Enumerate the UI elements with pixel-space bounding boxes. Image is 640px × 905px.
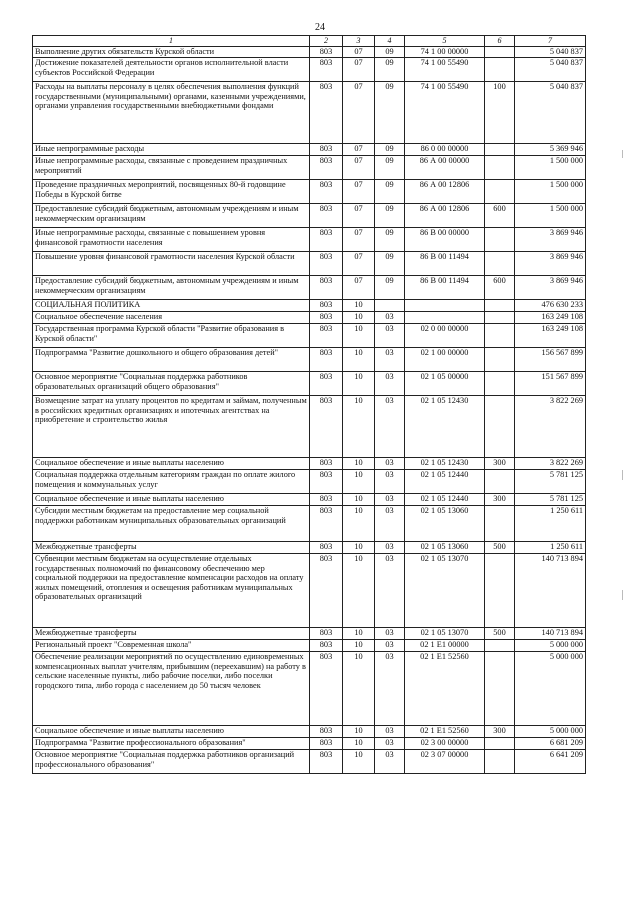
table-cell-c2: 803 <box>310 726 343 738</box>
table-row <box>33 204 586 228</box>
table-cell-c5: 02 1 Е1 52560 <box>405 726 485 738</box>
table-cell-c6: 300 <box>485 726 515 738</box>
table-cell-c5: 02 1 05 12430 <box>405 458 485 470</box>
table-row <box>33 652 586 726</box>
table-cell-c5 <box>405 312 485 324</box>
table-cell-c2: 803 <box>310 180 343 204</box>
table-cell-c4: 03 <box>375 312 405 324</box>
scan-mark <box>622 150 623 158</box>
table-cell-c4: 03 <box>375 628 405 640</box>
table-cell-c6 <box>485 312 515 324</box>
table-cell-c3: 10 <box>343 372 375 396</box>
table-cell-c3: 07 <box>343 204 375 228</box>
table-cell-c1: Иные непрограммные расходы <box>33 144 310 156</box>
table-cell-c6 <box>485 470 515 494</box>
table-cell-c6 <box>485 396 515 458</box>
table-cell-c7: 156 567 899 <box>515 348 586 372</box>
table-cell-c2: 803 <box>310 144 343 156</box>
table-cell-c3: 07 <box>343 228 375 252</box>
table-cell-c3: 07 <box>343 180 375 204</box>
table-cell-c7: 3 869 946 <box>515 228 586 252</box>
table-cell-c7: 3 869 946 <box>515 252 586 276</box>
table-cell-c2: 803 <box>310 494 343 506</box>
table-cell-c3: 07 <box>343 156 375 180</box>
header-cell: 2 <box>310 36 343 47</box>
table-cell-c1: Выполнение других обязательств Курской области <box>33 47 310 58</box>
table-row <box>33 276 586 300</box>
table-cell-c5: 86 А 00 12806 <box>405 204 485 228</box>
table-cell-c6: 600 <box>485 204 515 228</box>
table-row <box>33 324 586 348</box>
table-cell-c5: 02 1 05 13060 <box>405 542 485 554</box>
table-cell-c1: Основное мероприятие "Социальная поддержка работников образовательных организаций общего образования" <box>33 372 310 396</box>
table-cell-c4: 03 <box>375 554 405 628</box>
table-cell-c2: 803 <box>310 82 343 144</box>
table-cell-c6 <box>485 348 515 372</box>
table-cell-c5: 02 1 05 12430 <box>405 396 485 458</box>
table-cell-c7: 476 630 233 <box>515 300 586 312</box>
table-cell-c2: 803 <box>310 324 343 348</box>
table-cell-c3: 10 <box>343 640 375 652</box>
header-cell: 5 <box>405 36 485 47</box>
table-cell-c3: 10 <box>343 628 375 640</box>
table-cell-c7: 5 040 837 <box>515 82 586 144</box>
table-cell-c3: 07 <box>343 252 375 276</box>
table-cell-c1: Субвенции местным бюджетам на осуществление отдельных государственных полномочий по финансовому обеспечению мер социальной поддержки на предоставление компенсации расходов на оплату жилых помещений, отопления и освещения работникам муниципальных образовательных организаций <box>33 554 310 628</box>
table-cell-c1: Достижение показателей деятельности органов исполнительной власти субъектов Российской Федерации <box>33 58 310 82</box>
table-cell-c5: 02 1 05 13070 <box>405 554 485 628</box>
table-cell-c5: 86 В 00 00000 <box>405 228 485 252</box>
table-cell-c2: 803 <box>310 348 343 372</box>
table-cell-c6 <box>485 750 515 774</box>
table-cell-c6 <box>485 652 515 726</box>
table-cell-c4: 03 <box>375 396 405 458</box>
table-cell-c3: 07 <box>343 58 375 82</box>
table-cell-c2: 803 <box>310 312 343 324</box>
table-cell-c3: 10 <box>343 324 375 348</box>
table-cell-c1: Социальное обеспечение населения <box>33 312 310 324</box>
table-cell-c5: 02 1 05 12440 <box>405 470 485 494</box>
table-cell-c1: Государственная программа Курской области "Развитие образования в Курской области" <box>33 324 310 348</box>
table-cell-c7: 163 249 108 <box>515 324 586 348</box>
table-cell-c2: 803 <box>310 628 343 640</box>
table-row <box>33 554 586 628</box>
table-cell-c5: 02 1 05 12440 <box>405 494 485 506</box>
table-cell-c4: 03 <box>375 738 405 750</box>
table-cell-c4: 09 <box>375 156 405 180</box>
table-cell-c7: 3 869 946 <box>515 276 586 300</box>
table-row <box>33 458 586 470</box>
table-cell-c6: 500 <box>485 628 515 640</box>
table-row <box>33 726 586 738</box>
table-cell-c4: 09 <box>375 144 405 156</box>
table-cell-c6: 300 <box>485 494 515 506</box>
table-cell-c2: 803 <box>310 458 343 470</box>
table-cell-c7: 5 040 837 <box>515 47 586 58</box>
table-cell-c6 <box>485 506 515 542</box>
table-cell-c6 <box>485 180 515 204</box>
table-cell-c1: Иные непрограммные расходы, связанные с повышением уровня финансовой грамотности населения <box>33 228 310 252</box>
table-cell-c1: Иные непрограммные расходы, связанные с проведением праздничных мероприятий <box>33 156 310 180</box>
table-cell-c7: 3 822 269 <box>515 396 586 458</box>
table-cell-c1: Социальное обеспечение и иные выплаты населению <box>33 494 310 506</box>
table-cell-c7: 163 249 108 <box>515 312 586 324</box>
table-cell-c4 <box>375 300 405 312</box>
table-cell-c4: 09 <box>375 58 405 82</box>
table-cell-c2: 803 <box>310 228 343 252</box>
table-cell-c7: 1 500 000 <box>515 204 586 228</box>
table-cell-c1: Предоставление субсидий бюджетным, автономным учреждениям и иным некоммерческим организациям <box>33 276 310 300</box>
table-cell-c4: 09 <box>375 276 405 300</box>
header-cell: 3 <box>343 36 375 47</box>
table-row <box>33 47 586 58</box>
table-row <box>33 506 586 542</box>
header-cell: 1 <box>33 36 310 47</box>
table-row <box>33 82 586 144</box>
table-cell-c1: Социальное обеспечение и иные выплаты населению <box>33 726 310 738</box>
table-cell-c6 <box>485 144 515 156</box>
table-cell-c5: 02 1 05 13070 <box>405 628 485 640</box>
table-cell-c1: СОЦИАЛЬНАЯ ПОЛИТИКА <box>33 300 310 312</box>
table-cell-c6 <box>485 252 515 276</box>
table-cell-c2: 803 <box>310 554 343 628</box>
table-cell-c6 <box>485 300 515 312</box>
table-cell-c1: Социальное обеспечение и иные выплаты населению <box>33 458 310 470</box>
table-cell-c2: 803 <box>310 542 343 554</box>
table-cell-c2: 803 <box>310 372 343 396</box>
table-cell-c4: 03 <box>375 494 405 506</box>
table-cell-c7: 5 040 837 <box>515 58 586 82</box>
table-cell-c7: 140 713 894 <box>515 628 586 640</box>
table-cell-c6 <box>485 738 515 750</box>
table-cell-c5: 86 А 00 12806 <box>405 180 485 204</box>
table-row <box>33 396 586 458</box>
table-cell-c5: 02 3 07 00000 <box>405 750 485 774</box>
table-row <box>33 738 586 750</box>
table-cell-c6 <box>485 156 515 180</box>
table-cell-c3: 10 <box>343 726 375 738</box>
table-cell-c4: 03 <box>375 458 405 470</box>
table-cell-c3: 10 <box>343 542 375 554</box>
table-row <box>33 252 586 276</box>
table-cell-c5: 86 А 00 00000 <box>405 156 485 180</box>
table-cell-c2: 803 <box>310 276 343 300</box>
table-cell-c3: 10 <box>343 506 375 542</box>
table-cell-c3: 07 <box>343 82 375 144</box>
table-cell-c4: 09 <box>375 252 405 276</box>
table-cell-c2: 803 <box>310 300 343 312</box>
table-cell-c5: 02 1 00 00000 <box>405 348 485 372</box>
table-cell-c6 <box>485 372 515 396</box>
table-cell-c1: Субсидии местным бюджетам на предоставление мер социальной поддержки работникам муниципальных образовательных организаций <box>33 506 310 542</box>
table-cell-c2: 803 <box>310 640 343 652</box>
table-cell-c6: 300 <box>485 458 515 470</box>
table-cell-c2: 803 <box>310 506 343 542</box>
table-row <box>33 372 586 396</box>
table-cell-c7: 140 713 894 <box>515 554 586 628</box>
table-cell-c6 <box>485 47 515 58</box>
table-cell-c3: 07 <box>343 276 375 300</box>
table-row <box>33 348 586 372</box>
table-cell-c1: Основное мероприятие "Социальная поддержка работников организаций профессионального образования" <box>33 750 310 774</box>
table-cell-c4: 09 <box>375 82 405 144</box>
table-row <box>33 640 586 652</box>
table-cell-c7: 1 500 000 <box>515 156 586 180</box>
table-row <box>33 312 586 324</box>
table-cell-c2: 803 <box>310 58 343 82</box>
table-cell-c6: 600 <box>485 276 515 300</box>
table-row <box>33 228 586 252</box>
table-cell-c2: 803 <box>310 750 343 774</box>
table-cell-c5: 74 1 00 55490 <box>405 82 485 144</box>
table-cell-c3: 07 <box>343 144 375 156</box>
table-row <box>33 180 586 204</box>
table-cell-c2: 803 <box>310 738 343 750</box>
table-cell-c6 <box>485 58 515 82</box>
table-cell-c3: 10 <box>343 470 375 494</box>
table-cell-c1: Расходы на выплаты персоналу в целях обеспечения выполнения функций государственными (муниципальными) органами, казенными учреждениями, органами управления государственными внебюджетными фондами <box>33 82 310 144</box>
table-row <box>33 144 586 156</box>
table-cell-c3: 10 <box>343 348 375 372</box>
table-cell-c5: 02 0 00 00000 <box>405 324 485 348</box>
table-cell-c7: 5 369 946 <box>515 144 586 156</box>
table-cell-c5 <box>405 300 485 312</box>
table-cell-c2: 803 <box>310 470 343 494</box>
table-cell-c7: 1 250 611 <box>515 506 586 542</box>
table-cell-c2: 803 <box>310 396 343 458</box>
table-cell-c6 <box>485 640 515 652</box>
table-cell-c4: 03 <box>375 750 405 774</box>
table-cell-c4: 03 <box>375 542 405 554</box>
table-cell-c3: 10 <box>343 312 375 324</box>
table-cell-c1: Возмещение затрат на уплату процентов по кредитам и займам, полученным в российских кредитных организациях и ипотечных агентствах на приобретение и строительство жилья <box>33 396 310 458</box>
table-cell-c6: 500 <box>485 542 515 554</box>
table-cell-c1: Региональный проект "Современная школа" <box>33 640 310 652</box>
page-number: 24 <box>315 22 325 33</box>
table-cell-c7: 5 000 000 <box>515 640 586 652</box>
table-cell-c6 <box>485 324 515 348</box>
table-cell-c3: 10 <box>343 554 375 628</box>
table-row <box>33 156 586 180</box>
header-cell: 6 <box>485 36 515 47</box>
table-cell-c7: 5 781 125 <box>515 470 586 494</box>
table-cell-c5: 02 1 05 00000 <box>405 372 485 396</box>
table-cell-c4: 03 <box>375 348 405 372</box>
table-cell-c1: Подпрограмма "Развитие дошкольного и общего образования детей" <box>33 348 310 372</box>
table-cell-c5: 02 1 Е1 00000 <box>405 640 485 652</box>
table-cell-c5: 02 1 Е1 52560 <box>405 652 485 726</box>
table-cell-c2: 803 <box>310 252 343 276</box>
table-cell-c4: 03 <box>375 372 405 396</box>
table-row <box>33 300 586 312</box>
table-cell-c4: 03 <box>375 324 405 348</box>
table-cell-c7: 151 567 899 <box>515 372 586 396</box>
table-cell-c4: 03 <box>375 506 405 542</box>
table-cell-c7: 6 641 209 <box>515 750 586 774</box>
table-cell-c3: 10 <box>343 396 375 458</box>
table-cell-c5: 74 1 00 00000 <box>405 47 485 58</box>
scan-mark <box>622 470 623 480</box>
table-cell-c4: 03 <box>375 652 405 726</box>
table-cell-c2: 803 <box>310 204 343 228</box>
scan-mark <box>622 590 623 600</box>
table-cell-c1: Подпрограмма "Развитие профессионального образования" <box>33 738 310 750</box>
table-row <box>33 470 586 494</box>
table-cell-c3: 10 <box>343 738 375 750</box>
table-cell-c1: Межбюджетные трансферты <box>33 542 310 554</box>
table-cell-c4: 09 <box>375 228 405 252</box>
table-cell-c5: 02 1 05 13060 <box>405 506 485 542</box>
table-row <box>33 494 586 506</box>
table-cell-c1: Повышение уровня финансовой грамотности населения Курской области <box>33 252 310 276</box>
table-cell-c7: 1 500 000 <box>515 180 586 204</box>
table-row <box>33 628 586 640</box>
table-cell-c6 <box>485 554 515 628</box>
table-row <box>33 750 586 774</box>
table-header-row <box>33 36 586 47</box>
table-cell-c5: 86 В 00 11494 <box>405 276 485 300</box>
table-cell-c7: 6 681 209 <box>515 738 586 750</box>
table-cell-c7: 5 000 000 <box>515 726 586 738</box>
table-cell-c4: 09 <box>375 47 405 58</box>
table-cell-c5: 86 0 00 00000 <box>405 144 485 156</box>
table-cell-c6 <box>485 228 515 252</box>
header-cell: 4 <box>375 36 405 47</box>
table-cell-c5: 86 В 00 11494 <box>405 252 485 276</box>
table-cell-c1: Межбюджетные трансферты <box>33 628 310 640</box>
table-cell-c4: 09 <box>375 204 405 228</box>
header-cell: 7 <box>515 36 586 47</box>
table-cell-c3: 07 <box>343 47 375 58</box>
budget-table <box>32 35 586 774</box>
table-cell-c3: 10 <box>343 750 375 774</box>
table-cell-c1: Обеспечение реализации мероприятий по осуществлению единовременных компенсационных выплат учителям, прибывшим (переехавшим) на работу в сельские населенные пункты, либо рабочие поселки, либо поселки городского типа, либо города с населением до 50 тысяч человек <box>33 652 310 726</box>
table-cell-c2: 803 <box>310 652 343 726</box>
table-cell-c7: 1 250 611 <box>515 542 586 554</box>
table-cell-c3: 10 <box>343 494 375 506</box>
table-cell-c2: 803 <box>310 47 343 58</box>
table-cell-c1: Социальная поддержка отдельным категориям граждан по оплате жилого помещения и коммунальных услуг <box>33 470 310 494</box>
table-cell-c2: 803 <box>310 156 343 180</box>
table-cell-c4: 03 <box>375 640 405 652</box>
table-cell-c1: Предоставление субсидий бюджетным, автономным учреждениям и иным некоммерческим организациям <box>33 204 310 228</box>
table-cell-c6: 100 <box>485 82 515 144</box>
table-row <box>33 542 586 554</box>
table-row <box>33 58 586 82</box>
table-cell-c7: 3 822 269 <box>515 458 586 470</box>
table-cell-c4: 03 <box>375 470 405 494</box>
table-cell-c1: Проведение праздничных мероприятий, посвященных 80-й годовщине Победы в Курской битве <box>33 180 310 204</box>
table-cell-c3: 10 <box>343 300 375 312</box>
table-cell-c4: 09 <box>375 180 405 204</box>
table-cell-c7: 5 781 125 <box>515 494 586 506</box>
table-cell-c3: 10 <box>343 458 375 470</box>
table-cell-c7: 5 000 000 <box>515 652 586 726</box>
table-cell-c5: 74 1 00 55490 <box>405 58 485 82</box>
table-cell-c5: 02 3 00 00000 <box>405 738 485 750</box>
table-cell-c3: 10 <box>343 652 375 726</box>
table-cell-c4: 03 <box>375 726 405 738</box>
